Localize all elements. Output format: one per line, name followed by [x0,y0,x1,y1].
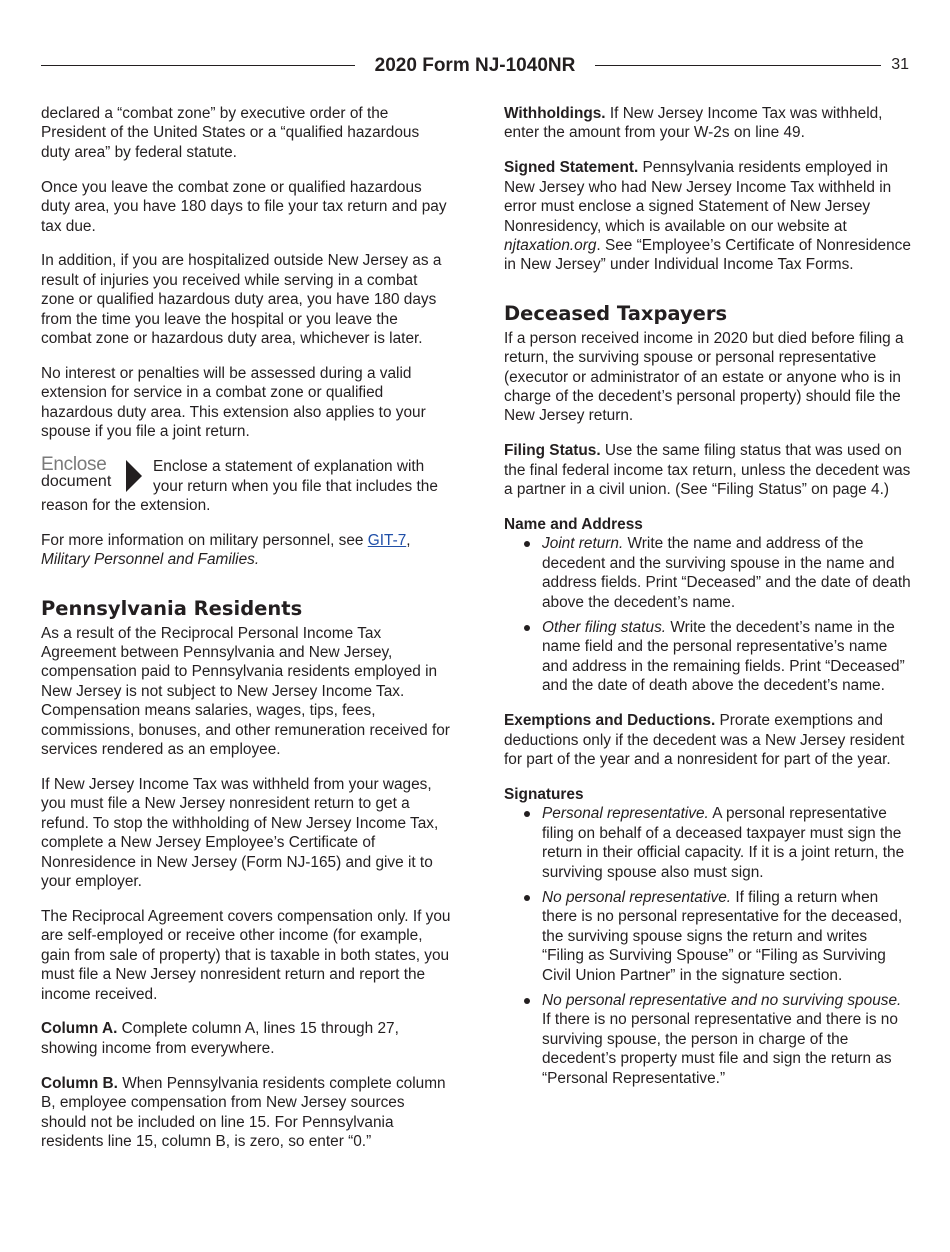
filing-status-paragraph [504,441,912,499]
withholdings-label: Withholdings. [504,105,606,122]
filing-status-text: Use the same filing status that was used on the final federal income tax return, unless the decedent was a partner in a civil union. (See “Filing Status” on page 4.) [504,442,911,499]
military-info-paragraph [41,531,451,570]
enclose-icon-word: Enclose [41,454,107,476]
exemptions-label: Exemptions and Deductions. [504,712,716,730]
no-interest-paragraph: No interest or penalties will be assessed during a valid extension for service in a combat zone or qualified hazardous duty area. This extension also applies to your spouse if you file a joint return. [41,364,426,441]
enclose-arrow-icon [125,458,143,494]
withholdings-text: If New Jersey Income Tax was withheld, enter the amount from your W-2s on line 49. [504,105,883,142]
reciprocal-agreement-paragraph: As a result of the Reciprocal Personal Income Tax Agreement between Pennsylvania and New Jersey, compensation paid to Pennsylvania residents employed in New Jersey is not subject to New Jersey Income Tax. Compensation means salaries, wages, tips, fees, commissions, bonuses, and other remuneration received for services rendered as an employee. [41,624,450,759]
list-item [504,534,912,612]
hospitalized-paragraph: In addition, if you are hospitalized outside New Jersey as a result of injuries you received while serving in a combat zone or qualified hazardous duty area, you have 180 days from the time you leave the hospital or you leave the combat zone or hazardous duty area, whichever is later. [41,252,442,348]
list-item-label: Joint return. [542,535,624,553]
signed-statement-text-end: . See “Employee’s Certificate of Nonresidence in New Jersey” under Individual Income Tax Forms. [504,236,911,274]
deceased-intro-paragraph: If a person received income in 2020 but died before filing a return, the surviving spouse or personal representative (executor or administrator of an estate or anyone who is in charge of the decedent’s personal property) should file the New Jersey return. [504,329,904,425]
signed-statement-paragraph [504,158,912,274]
enclose-note [41,454,451,515]
withholdings-paragraph [504,104,912,143]
git-7-link[interactable]: GIT-7 [367,531,407,549]
bullet-icon [524,811,530,817]
page-header [41,54,909,78]
signatures-list [504,804,912,1088]
bullet-icon [524,625,530,631]
list-item [504,618,912,696]
enclose-note-text: Enclose a statement of explanation with your return when you file that includes the reason for the extension. [41,458,438,514]
name-and-address-heading: Name and Address [504,516,643,533]
pennsylvania-residents-heading: Pennsylvania Residents [41,596,303,620]
bullet-icon [524,895,530,901]
header-rule-left [41,65,355,66]
list-item-text: Write the decedent’s name in the name field and the personal representative’s name and address in the remaining fields. Print “Deceased” and the date of death above the decedent’s name. [542,619,905,695]
column-a-paragraph [41,1019,451,1058]
name-and-address-list [504,534,912,695]
column-a-label: Column A. [41,1020,118,1038]
list-item-label: Other filing status. [542,619,667,637]
enclose-document-icon [41,454,145,495]
filing-status-label: Filing Status. [504,442,601,460]
website-name: njtaxation.org [504,236,597,254]
leave-combat-zone-paragraph: Once you leave the combat zone or qualified hazardous duty area, you have 180 days to file your tax return and pay tax due. [41,178,447,235]
list-item [504,888,912,985]
left-column [41,104,451,1167]
military-info-prefix: For more information on military personnel, see [41,531,368,549]
compensation-only-paragraph: The Reciprocal Agreement covers compensation only. If you are self-employed or receive other income (for example, gain from sale of property) that is taxable in both states, you must file a New Jersey nonresident return and report the income received. [41,907,451,1003]
military-publication-title: Military Personnel and Families. [41,551,260,569]
signed-statement-label: Signed Statement. [504,159,639,177]
list-item-label: No personal representative and no surviving spouse. [542,991,902,1009]
right-column [504,104,912,1103]
exemptions-text: Prorate exemptions and deductions only if the decedent was a New Jersey resident for part of the year and a nonresident for part of the year. [504,712,905,768]
list-item-label: No personal representative. [542,888,732,906]
list-item-text: If filing a return when there is no personal representative for the deceased, the surviving spouse signs the return and writes “Filing as Surviving Spouse” or “Filing as Surviving Civil Union Partner” in the signature section. [542,888,903,984]
list-item [504,804,912,882]
signatures-heading: Signatures [504,785,584,803]
header-rule-right [595,65,881,66]
withheld-refund-paragraph: If New Jersey Income Tax was withheld from your wages, you must file a New Jersey nonresident return to get a refund. To stop the withholding of New Jersey Income Tax, complete a New Jersey Employee’s Certificate of Nonresidence in New Jersey (Form NJ-165) and give it to your employer. [41,775,439,890]
list-item-text: Write the name and address of the decedent and the surviving spouse in the name and address fields. Print “Deceased” and the date of death above the decedent’s name. [542,535,911,611]
column-b-paragraph [41,1074,451,1152]
form-title: 2020 Form NJ-1040NR [374,55,576,76]
list-item [504,991,912,1088]
list-item-label: Personal representative. [542,805,709,823]
column-b-text: When Pennsylvania residents complete column B, employee compensation from New Jersey sources should not be included on line 15. For Pennsylvania residents line 15, column B, is zero, so enter “0.” [41,1074,446,1150]
bullet-icon [524,998,530,1004]
list-item-text: A personal representative filing on behalf of a deceased taxpayer must sign the return in their official capacity. If it is a joint return, the surviving spouse also must sign. [542,805,905,881]
combat-zone-paragraph: declared a “combat zone” by executive order of the President of the United States or a “qualified hazardous duty area” by federal statute. [41,105,420,161]
exemptions-paragraph [504,711,912,769]
deceased-taxpayers-heading: Deceased Taxpayers [504,301,728,325]
list-item-text: If there is no personal representative and there is no surviving spouse, the person in charge of the decedent’s property must file and sign the return as “Personal Representative.” [542,1011,898,1087]
column-b-label: Column B. [41,1074,118,1092]
page-number: 31 [891,56,909,73]
military-info-comma: , [406,531,411,549]
column-a-text: Complete column A, lines 15 through 27, showing income from everywhere. [41,1020,399,1057]
signed-statement-text: Pennsylvania residents employed in New Jersey who had New Jersey Income Tax withheld in error must enclose a signed Statement of New Jersey Nonresidency, which is available on our website at [504,159,892,235]
document-icon-word: document [41,473,112,491]
bullet-icon [524,541,530,547]
